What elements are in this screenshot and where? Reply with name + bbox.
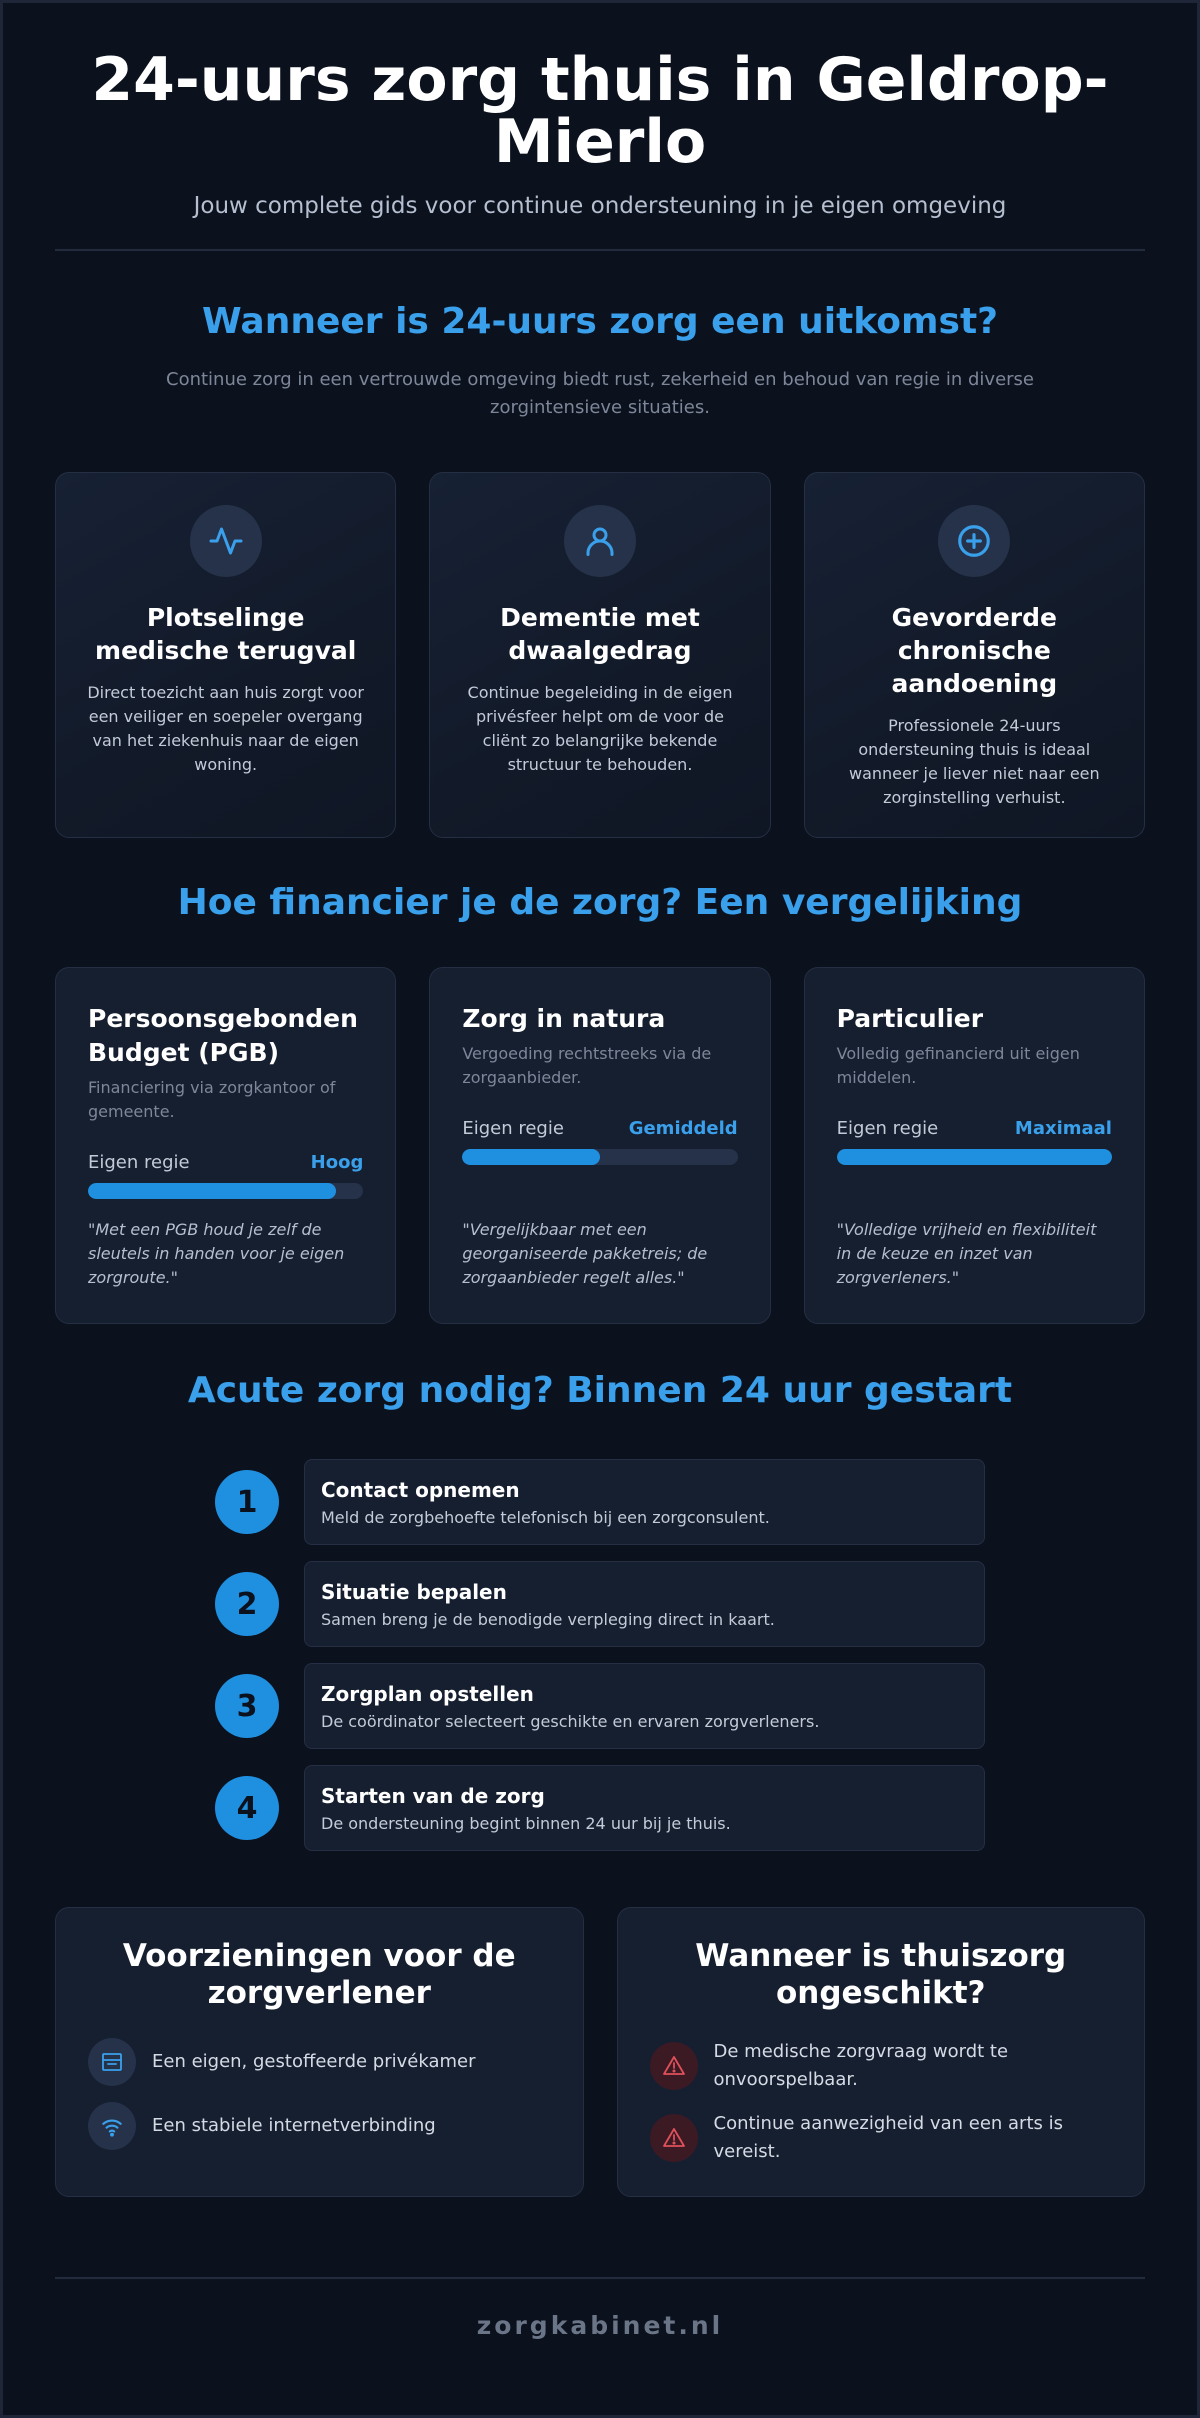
unsuitable-text: De medische zorgvraag wordt te onvoorspelbaar. [713,2041,1009,2090]
situation-text: Professionele 24-uurs ondersteuning thuis is ideaal wanneer je liever niet naar een zorginstelling verhuist. [849,716,1100,807]
step-box [304,1663,985,1749]
unsuitable-item [650,2038,1113,2094]
facilities-title: Voorzieningen voor de zorgverlener [122,1938,516,2011]
regie-bar [88,1183,363,1199]
financing-card-particulier [804,967,1145,1324]
bed-icon [88,2038,136,2086]
facility-text: Een eigen, gestoffeerde privékamer [152,2051,476,2072]
facilities-card [55,1907,584,2197]
divider [55,2277,1145,2279]
situation-text: Continue begeleiding in de eigen privésfeer helpt om de voor de cliënt zo belangrijke bekende structuur te behouden. [467,683,733,774]
financing-quote: "Met een PGB houd je zelf de sleutels in handen voor je eigen zorgroute." [88,1220,345,1287]
plus-circle-icon [938,505,1010,577]
regie-label: Eigen regie [88,1152,190,1173]
unsuitable-title: Wanneer is thuiszorg ongeschikt? [695,1938,1067,2011]
situation-card [55,472,396,838]
financing-quote: "Vergelijkbaar met een georganiseerde pakketreis; de zorgaanbieder regelt alles." [462,1220,708,1287]
step-title: Situatie bepalen [321,1580,507,1604]
regie-label: Eigen regie [836,1118,939,1139]
step-item [215,1765,985,1851]
step-text: Meld de zorgbehoefte telefonisch bij een zorgconsulent. [321,1508,770,1527]
regie-level: Maximaal [1014,1118,1112,1139]
step-item [215,1663,985,1749]
step-box [304,1765,985,1851]
financing-option-title: Persoonsgebonden Budget (PGB) [88,1004,358,1067]
regie-bar-fill [88,1183,336,1199]
regie-row [88,1152,363,1173]
step-box [304,1561,985,1647]
financing-card-pgb [55,967,396,1324]
step-title: Starten van de zorg [321,1784,545,1808]
financing-option-title: Zorg in natura [462,1004,666,1033]
situation-title: Plotselinge medische terugval [95,603,357,665]
step-text: De coördinator selecteert geschikte en ervaren zorgverleners. [321,1712,820,1731]
regie-row [837,1118,1112,1139]
page-title: 24-uurs zorg thuis in Geldrop-Mierlo [91,45,1109,177]
unsuitable-text: Continue aanwezigheid van een arts is vereist. [713,2113,1063,2162]
financing-option-title: Particulier [836,1004,984,1033]
situation-text: Direct toezicht aan huis zorgt voor een veiliger en soepeler overgang van het ziekenhuis naar de eigen woning. [87,683,364,774]
financing-option-desc: Volledig gefinancierd uit eigen middelen. [836,1044,1080,1087]
step-text: Samen breng je de benodigde verpleging direct in kaart. [321,1610,775,1629]
step-item [215,1459,985,1545]
financing-title: Hoe financier je de zorg? Een vergelijking [177,882,1023,923]
step-item [215,1561,985,1647]
regie-row [462,1118,737,1139]
situation-card [804,472,1145,838]
warning-icon [650,2114,698,2162]
regie-label: Eigen regie [462,1118,564,1139]
steps-title: Acute zorg nodig? Binnen 24 uur gestart [187,1370,1013,1411]
step-number: 1 [215,1470,279,1534]
financing-section [3,882,1197,1324]
warning-icon [650,2042,698,2090]
footer-brand[interactable]: zorgkabinet.nl [476,2311,724,2340]
regie-level: Hoog [310,1152,364,1173]
page-subtitle: Jouw complete gids voor continue ondersteuning in je eigen omgeving [193,193,1007,219]
regie-bar-fill [837,1149,1112,1165]
step-text: De ondersteuning begint binnen 24 uur bij je thuis. [321,1814,731,1833]
step-number: 2 [215,1572,279,1636]
financing-option-desc: Vergoeding rechtstreeks via de zorgaanbieder. [462,1044,712,1087]
facility-text: Een stabiele internetverbinding [152,2115,436,2136]
financing-quote: "Volledige vrijheid en flexibiliteit in de keuze en inzet van zorgverleners." [836,1220,1097,1287]
hero [3,3,1197,219]
situations-intro: Continue zorg in een vertrouwde omgeving biedt rust, zekerheid en behoud van regie in diverse zorgintensieve situaties. [166,369,1034,418]
situation-title: Dementie met dwaalgedrag [500,603,700,665]
steps-section [3,1370,1197,1851]
step-number: 4 [215,1776,279,1840]
situations-title: Wanneer is 24-uurs zorg een uitkomst? [201,301,999,342]
regie-bar-fill [462,1149,600,1165]
regie-bar [837,1149,1112,1165]
unsuitable-item [650,2110,1113,2166]
facility-item [88,2102,551,2150]
unsuitable-card [617,1907,1146,2197]
step-title: Contact opnemen [321,1478,520,1502]
wifi-icon [88,2102,136,2150]
situation-card [429,472,770,838]
divider [55,249,1145,251]
step-title: Zorgplan opstellen [321,1682,534,1706]
financing-option-desc: Financiering via zorgkantoor of gemeente. [88,1078,336,1121]
regie-level: Gemiddeld [628,1118,738,1139]
heartbeat-icon [190,505,262,577]
facility-item [88,2038,551,2086]
financing-card-natura [429,967,770,1324]
regie-bar [462,1149,737,1165]
situations-section [3,301,1197,838]
situation-title: Gevorderde chronische aandoening [891,603,1058,698]
step-number: 3 [215,1674,279,1738]
person-icon [564,505,636,577]
step-box [304,1459,985,1545]
